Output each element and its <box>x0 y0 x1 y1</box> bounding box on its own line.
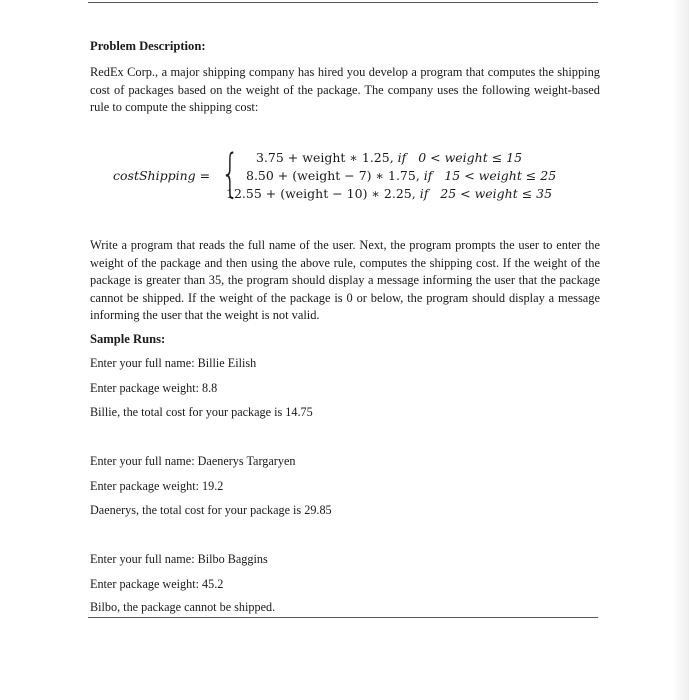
run-2-weight-line: Enter package weight: 19.2 <box>90 479 224 493</box>
run-1-weight-line: Enter package weight: 8.8 <box>90 381 218 395</box>
intro-paragraph: RedEx Corp., a major shipping company has hired you develop a program that computes the shipping cost of packages based on the weight of the package. The company uses the following weight-based rule to compute the shipping cost: <box>90 65 600 114</box>
formula-case-2: 8.50 + (weight − 7) ∗ 1.75, if 15 < weight ≤ 25 <box>246 168 557 183</box>
top-rule <box>88 2 598 3</box>
run-2-result-line: Daenerys, the total cost for your package is 29.85 <box>90 503 332 517</box>
bottom-rule <box>88 617 598 618</box>
problem-heading: Problem Description: <box>90 39 206 53</box>
formula-brace: { <box>221 144 240 204</box>
instructions-paragraph: Write a program that reads the full name of the user. Next, the program prompts the user to enter the weight of the package and then using the above rule, computes the shipping cost. If the weight of the package is greater than 35, the program should display a message informing the user that the package cannot be shipped. If the weight of the package is 0 or below, the program should display a message informing the user that the weight is not valid. <box>90 238 600 322</box>
page-edge-shadow <box>673 0 689 700</box>
run-3-result-line: Bilbo, the package cannot be shipped. <box>90 600 276 614</box>
run-3-weight-line: Enter package weight: 45.2 <box>90 577 224 591</box>
run-2-name-line: Enter your full name: Daenerys Targaryen <box>90 454 296 468</box>
run-3-name-line: Enter your full name: Bilbo Baggins <box>90 552 268 566</box>
run-1-name-line: Enter your full name: Billie Eilish <box>90 356 257 370</box>
formula-case-1: 3.75 + weight ∗ 1.25, if 0 < weight ≤ 15 <box>256 150 523 165</box>
formula-case-3: 12.55 + (weight − 10) ∗ 2.25, if 25 < weight ≤ 35 <box>226 186 553 201</box>
run-1-result-line: Billie, the total cost for your package is 14.75 <box>90 405 313 419</box>
sample-runs-heading: Sample Runs: <box>90 332 166 346</box>
formula-label: costShipping = <box>113 168 211 183</box>
